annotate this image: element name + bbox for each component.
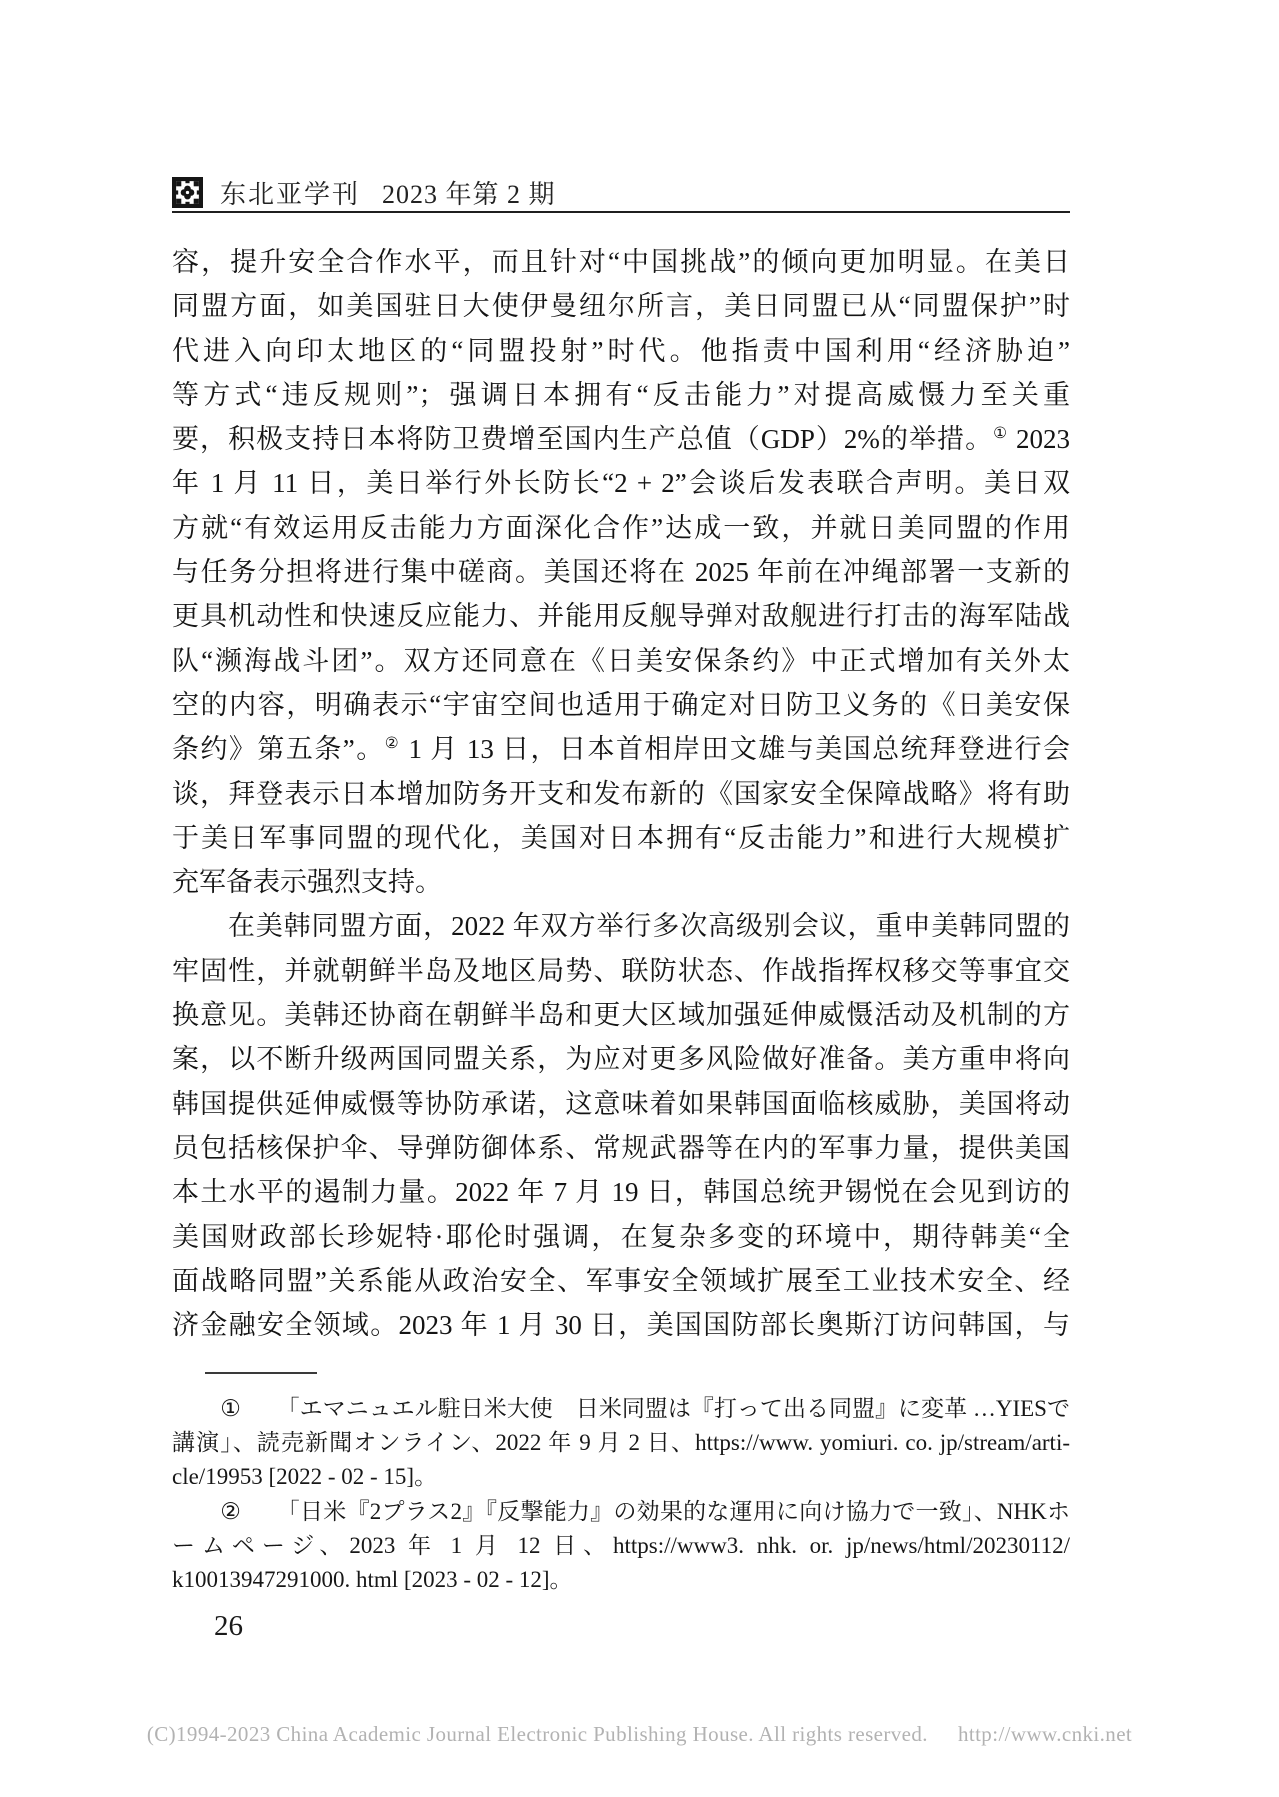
footnote-1-line: ① 「エマニュエル駐日米大使 日米同盟は『打って出る同盟』に変革 …YIESで xyxy=(220,1396,1070,1421)
body-text-line: 要，积极支持日本将防卫费增至国内生产总值（GDP）2%的举措。① 2023 xyxy=(172,424,1070,455)
body-text-line: 面战略同盟”关系能从政治安全、军事安全领域扩展至工业技术安全、经 xyxy=(172,1265,1070,1296)
body-text-line: 等方式“违反规则”；强调日本拥有“反击能力”对提高威慑力至关重 xyxy=(172,379,1070,410)
body-text-line: 员包括核保护伞、导弹防御体系、常规武器等在内的军事力量，提供美国 xyxy=(172,1132,1070,1163)
journal-title: 东北亚学刊 xyxy=(220,180,361,209)
footnotes xyxy=(172,1392,1070,1597)
body-text-line: 谈，拜登表示日本增加防务开支和发布新的《国家安全保障战略》将有助 xyxy=(172,778,1070,809)
journal-issue: 2023 年第 2 期 xyxy=(382,180,556,209)
page-header xyxy=(172,174,1070,211)
body-text-line: 方就“有效运用反击能力方面深化合作”达成一致，并就日美同盟的作用 xyxy=(172,512,1070,543)
body-text-line: 年 1 月 11 日，美日举行外长防长“2 + 2”会谈后发表联合声明。美日双 xyxy=(172,468,1070,499)
body-text-line: 于美日军事同盟的现代化，美国对日本拥有“反击能力”和进行大规模扩 xyxy=(172,822,1070,853)
footnote-divider xyxy=(205,1372,317,1374)
footnote-ref-1: ① xyxy=(993,425,1009,443)
body-text-line-paragraph-start: 在美韩同盟方面，2022 年双方举行多次高级别会议，重申美韩同盟的 xyxy=(172,911,1070,942)
body-text-line: 韩国提供延伸威慑等协防承诺，这意味着如果韩国面临核威胁，美国将动 xyxy=(172,1088,1070,1119)
body-text-line: 换意见。美韩还协商在朝鲜半岛和更大区域加强延伸威慑活动及机制的方 xyxy=(172,1000,1070,1031)
body-text-line: 美国财政部长珍妮特·耶伦时强调，在复杂多变的环境中，期待韩美“全 xyxy=(172,1221,1070,1252)
footnote-2-line: k10013947291000. html [2023 - 02 - 12]。 xyxy=(172,1567,573,1593)
body-text-line: 条约》第五条”。② 1 月 13 日，日本首相岸田文雄与美国总统拜登进行会 xyxy=(172,734,1070,765)
copyright-footer xyxy=(0,1722,1279,1747)
body-text-line: 本土水平的遏制力量。2022 年 7 月 19 日，韩国总统尹锡悦在会见到访的 xyxy=(172,1177,1070,1208)
footnote-1-line: cle/19953 [2022 - 02 - 15]。 xyxy=(172,1464,438,1490)
body-text-line: 与任务分担将进行集中磋商。美国还将在 2025 年前在冲绳部署一支新的 xyxy=(172,557,1070,588)
body-text-line: 牢固性，并就朝鲜半岛及地区局势、联防状态、作战指挥权移交等事宜交 xyxy=(172,955,1070,986)
footnote-1-line: 講演」、読売新聞オンライン、2022 年 9 月 2 日、https://www. yomiuri. co. jp/stream/arti- xyxy=(172,1430,1070,1456)
cnki-url: http://www.cnki.net xyxy=(957,1722,1133,1746)
body-text-line-paragraph-end: 充军备表示强烈支持。 xyxy=(172,867,442,898)
article-body xyxy=(172,240,1070,1347)
footnote-ref-2: ② xyxy=(384,735,401,753)
page-number: 26 xyxy=(214,1610,243,1642)
copyright-text: (C)1994-2023 China Academic Journal Electronic Publishing House. All rights reserved. xyxy=(146,1722,928,1746)
body-text-line: 队“濒海战斗团”。双方还同意在《日美安保条约》中正式增加有关外太 xyxy=(172,645,1070,676)
body-text-line: 济金融安全领域。2023 年 1 月 30 日，美国国防部长奥斯汀访问韩国，与 xyxy=(172,1310,1070,1341)
body-text-line: 同盟方面，如美国驻日大使伊曼纽尔所言，美日同盟已从“同盟保护”时 xyxy=(172,291,1070,322)
footnote-2-marker: ② xyxy=(220,1498,242,1524)
footnote-2-line: ② 「日米『2プラス2』『反撃能力』の効果的な運用に向け協力で一致」、NHKホ xyxy=(220,1498,1070,1524)
header-divider xyxy=(172,211,1070,213)
body-text-line: 代进入向印太地区的“同盟投射”时代。他指责中国利用“经济胁迫” xyxy=(172,335,1070,366)
body-text-line: 更具机动性和快速反应能力、并能用反舰导弹对敌舰进行打击的海军陆战 xyxy=(172,601,1070,632)
body-text-line: 案，以不断升级两国同盟关系，为应对更多风险做好准备。美方重申将向 xyxy=(172,1044,1070,1075)
body-text-line: 空的内容，明确表示“宇宙空间也适用于确定对日防卫义务的《日美安保 xyxy=(172,689,1070,720)
journal-logo-icon xyxy=(172,177,203,208)
body-text-line: 容，提升安全合作水平，而且针对“中国挑战”的倾向更加明显。在美日 xyxy=(172,247,1070,277)
footnote-1-marker: ① xyxy=(220,1396,241,1421)
footnote-2-line: ームページ、2023 年 1 月 12 日、https://www3. nhk. or. jp/news/html/20230112/ xyxy=(172,1532,1070,1558)
